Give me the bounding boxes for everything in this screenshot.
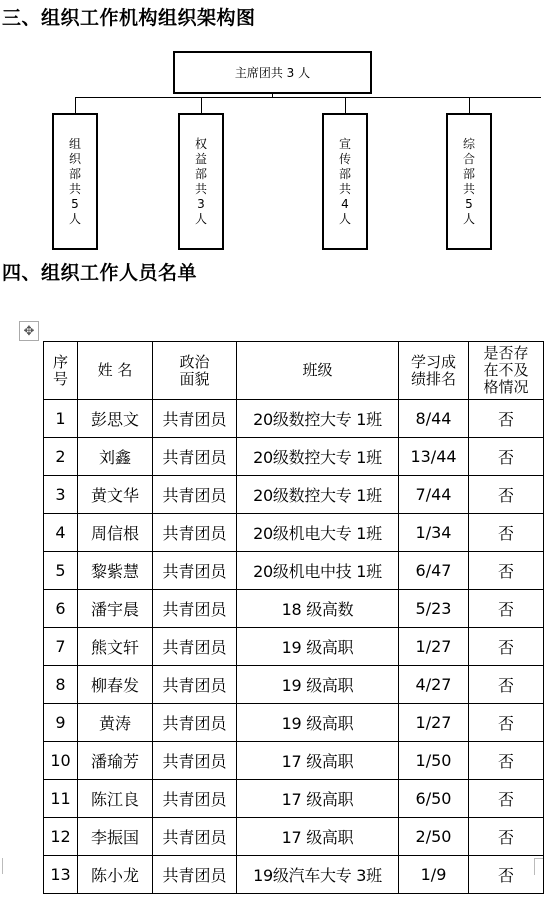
cell-class: 20级机电中技 1班 <box>237 552 399 590</box>
cell-politics: 共青团员 <box>153 742 237 780</box>
cell-fail: 否 <box>469 552 544 590</box>
cell-fail: 否 <box>469 742 544 780</box>
cell-fail: 否 <box>469 400 544 438</box>
cell-name: 黄文华 <box>78 476 153 514</box>
cell-seq: 6 <box>44 590 78 628</box>
org-connector <box>345 97 346 113</box>
org-connector <box>469 97 470 113</box>
table-row <box>44 818 544 856</box>
cell-class: 19 级高职 <box>237 666 399 704</box>
cell-name: 陈江良 <box>78 780 153 818</box>
cell-name: 黄涛 <box>78 704 153 742</box>
cell-name: 潘瑜芳 <box>78 742 153 780</box>
col-header-seq: 序号 <box>44 342 78 400</box>
org-dept-box-organization <box>52 113 98 250</box>
col-header-name: 姓 名 <box>78 342 153 400</box>
org-top-box <box>173 51 372 94</box>
cell-rank: 13/44 <box>399 438 469 476</box>
org-top-label: 主席团共 3 人 <box>234 66 311 80</box>
cell-seq: 3 <box>44 476 78 514</box>
cell-seq: 4 <box>44 514 78 552</box>
cell-rank: 5/23 <box>399 590 469 628</box>
cell-politics: 共青团员 <box>153 552 237 590</box>
cell-rank: 1/27 <box>399 628 469 666</box>
org-dept-label: 权益部共3人 <box>194 136 207 226</box>
col-header-class: 班级 <box>237 342 399 400</box>
cell-seq: 12 <box>44 818 78 856</box>
section-3-heading: 三、组织工作机构组织架构图 <box>2 7 256 29</box>
cell-politics: 共青团员 <box>153 438 237 476</box>
cell-politics: 共青团员 <box>153 628 237 666</box>
cell-seq: 8 <box>44 666 78 704</box>
staff-table <box>43 341 544 894</box>
cell-class: 19 级高职 <box>237 628 399 666</box>
cell-fail: 否 <box>469 856 544 894</box>
page-corner-mark <box>0 858 3 874</box>
cell-seq: 1 <box>44 400 78 438</box>
cell-seq: 11 <box>44 780 78 818</box>
cell-rank: 1/34 <box>399 514 469 552</box>
org-dept-box-rights <box>178 113 224 250</box>
cell-seq: 10 <box>44 742 78 780</box>
cell-name: 熊文轩 <box>78 628 153 666</box>
cell-rank: 1/9 <box>399 856 469 894</box>
cell-seq: 2 <box>44 438 78 476</box>
page-corner-mark <box>534 858 543 875</box>
cell-politics: 共青团员 <box>153 818 237 856</box>
cell-seq: 5 <box>44 552 78 590</box>
cell-rank: 7/44 <box>399 476 469 514</box>
cell-name: 彭思文 <box>78 400 153 438</box>
cell-rank: 6/47 <box>399 552 469 590</box>
cell-seq: 9 <box>44 704 78 742</box>
cell-politics: 共青团员 <box>153 590 237 628</box>
cell-name: 刘鑫 <box>78 438 153 476</box>
org-dept-label: 宣传部共4人 <box>338 136 351 226</box>
org-dept-box-publicity <box>322 113 368 250</box>
table-row <box>44 666 544 704</box>
cell-name: 柳春发 <box>78 666 153 704</box>
cell-rank: 1/27 <box>399 704 469 742</box>
col-header-rank: 学习成绩排名 <box>399 342 469 400</box>
org-dept-label: 组织部共5人 <box>68 136 81 226</box>
cell-class: 20级机电大专 1班 <box>237 514 399 552</box>
org-connector <box>75 97 541 98</box>
cell-name: 黎紫慧 <box>78 552 153 590</box>
table-row <box>44 400 544 438</box>
table-row <box>44 780 544 818</box>
cell-class: 17 级高职 <box>237 780 399 818</box>
org-connector <box>201 97 202 113</box>
col-header-politics: 政治面貌 <box>153 342 237 400</box>
col-header-fail: 是否存在不及格情况 <box>469 342 544 400</box>
org-dept-label: 综合部共5人 <box>462 136 475 226</box>
cell-class: 18 级高数 <box>237 590 399 628</box>
table-row <box>44 856 544 894</box>
cell-politics: 共青团员 <box>153 780 237 818</box>
cell-politics: 共青团员 <box>153 704 237 742</box>
cell-fail: 否 <box>469 514 544 552</box>
cell-politics: 共青团员 <box>153 856 237 894</box>
cell-fail: 否 <box>469 780 544 818</box>
table-row <box>44 438 544 476</box>
cell-name: 陈小龙 <box>78 856 153 894</box>
table-row <box>44 476 544 514</box>
cell-name: 李振国 <box>78 818 153 856</box>
cell-name: 周信根 <box>78 514 153 552</box>
cell-politics: 共青团员 <box>153 514 237 552</box>
cell-rank: 4/27 <box>399 666 469 704</box>
org-chart <box>0 0 552 260</box>
section-4-heading: 四、组织工作人员名单 <box>2 262 198 284</box>
cell-fail: 否 <box>469 590 544 628</box>
cell-fail: 否 <box>469 666 544 704</box>
cell-class: 17 级高职 <box>237 818 399 856</box>
cell-seq: 7 <box>44 628 78 666</box>
cell-politics: 共青团员 <box>153 476 237 514</box>
cell-politics: 共青团员 <box>153 666 237 704</box>
cell-fail: 否 <box>469 818 544 856</box>
move-handle-icon[interactable]: ✥ <box>19 321 39 341</box>
table-row <box>44 704 544 742</box>
cell-class: 20级数控大专 1班 <box>237 438 399 476</box>
cell-rank: 2/50 <box>399 818 469 856</box>
org-dept-box-general <box>446 113 492 250</box>
table-header-row <box>44 342 544 400</box>
cell-fail: 否 <box>469 438 544 476</box>
table-row <box>44 590 544 628</box>
cell-class: 20级数控大专 1班 <box>237 476 399 514</box>
cell-rank: 6/50 <box>399 780 469 818</box>
table-row <box>44 552 544 590</box>
cell-class: 19级汽车大专 3班 <box>237 856 399 894</box>
table-row <box>44 628 544 666</box>
cell-class: 17 级高职 <box>237 742 399 780</box>
cell-rank: 8/44 <box>399 400 469 438</box>
cell-politics: 共青团员 <box>153 400 237 438</box>
cell-rank: 1/50 <box>399 742 469 780</box>
cell-name: 潘宇晨 <box>78 590 153 628</box>
cell-class: 19 级高职 <box>237 704 399 742</box>
cell-fail: 否 <box>469 704 544 742</box>
cell-class: 20级数控大专 1班 <box>237 400 399 438</box>
table-row <box>44 742 544 780</box>
cell-fail: 否 <box>469 476 544 514</box>
cell-seq: 13 <box>44 856 78 894</box>
table-row <box>44 514 544 552</box>
cell-fail: 否 <box>469 628 544 666</box>
org-connector <box>75 97 76 113</box>
